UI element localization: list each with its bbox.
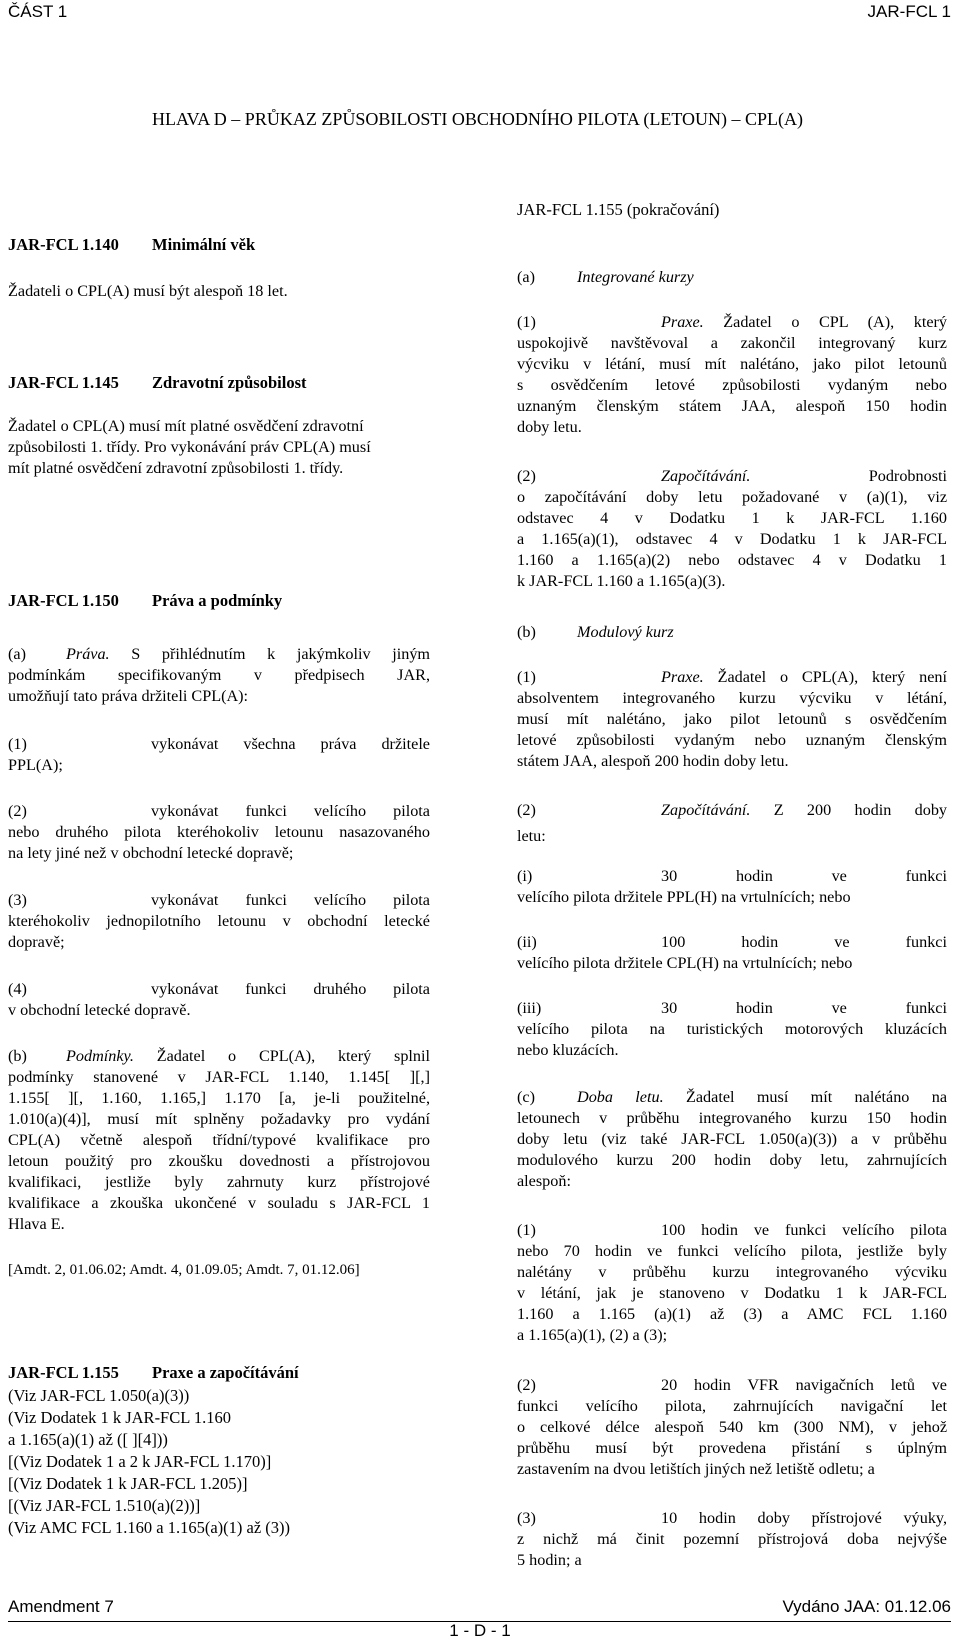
section-heading-1-150: JAR-FCL 1.150 Práva a podmínky xyxy=(8,591,283,610)
s150-a-paragraph: (a) Práva. S přihlédnutím k jakýmkoliv jiným podmínkám specifikovaným v předpisech JAR, umožňují tato práva držiteli CPL(A): xyxy=(8,645,431,705)
r-c1-paragraph: (1) 100 hodin ve funkci velícího pilota nebo 70 hodin ve funkci velícího pilota, jestliže byly nalétány v průběhu kurzu integrovaného výcviku v létání, jak je stanoveno v Dodatku 1 k JAR-FCL 1.160 a 1.165 (a)(1) až (3) a AMC FCL 1.160 a 1.165(a)(1), (2) a (3); xyxy=(517,1221,947,1344)
s150-item-2: (2) vykonávat funkci velícího pilota nebo druhého pilota kteréhokoliv letounu nasazovaného na lety jiné než v obchodní letecké dopravě; xyxy=(8,802,430,862)
section-heading-1-145: JAR-FCL 1.145 Zdravotní způsobilost xyxy=(8,373,307,392)
s150-item-1: (1) vykonávat všechna práva držitele PPL(A); xyxy=(8,735,430,774)
r-a2-paragraph: (2) Započítávání. Podrobnosti o započítávání doby letu požadované v (a)(1), viz odstavec 4 v Dodatku 1 k JAR-FCL 1.160 a 1.165(a)(1), odstavec 4 v Dodatku 1 k JAR-FCL 1.160 a 1.165(a)(2) nebo odstavec 4 v Dodatku 1 k JAR-FCL 1.160 a 1.165(a)(3). xyxy=(517,467,947,590)
s140-text: Žadateli o CPL(A) musí být alespoň 18 let. xyxy=(8,282,288,300)
r-b-heading: (b) Modulový kurz xyxy=(517,623,674,641)
header-part: ČÁST 1 xyxy=(8,2,68,21)
right-column xyxy=(517,0,947,1600)
footer-issue-date: Vydáno JAA: 01.12.06 xyxy=(782,1597,951,1616)
page-title: HLAVA D – PRŮKAZ ZPŮSOBILOSTI OBCHODNÍHO PILOTA (LETOUN) – CPL(A) xyxy=(151,109,804,129)
r-b2-paragraph: (2) Započítávání. Z 200 hodin doby letu: xyxy=(517,801,948,845)
footer-amendment: Amendment 7 xyxy=(8,1597,114,1616)
r-c3-paragraph: (3) 10 hodin doby přístrojové výuky, z nichž má činit pozemní přístrojová doba nejvýše 5 hodin; a xyxy=(517,1509,947,1569)
section-heading-1-155: JAR-FCL 1.155 Praxe a započítávání xyxy=(8,1363,299,1382)
section-heading-1-140: JAR-FCL 1.140 Minimální věk xyxy=(8,235,256,254)
header-doc: JAR-FCL 1 xyxy=(867,2,951,21)
s145-paragraph: Žadatel o CPL(A) musí mít platné osvědčení zdravotní způsobilosti 1. třídy. Pro vykonávání práv CPL(A) musí mít platné osvědčení zdravotní způsobilosti 1. třídy. xyxy=(8,417,371,477)
page-number: 1 - D - 1 xyxy=(449,1621,511,1640)
r-c-paragraph: (c) Doba letu. Žadatel musí mít nalétáno na letounech v průběhu integrovaného kurzu 150 hodin doby letu (viz také JAR-FCL 1.050(a)(3)) a v průběhu modulového kurzu 200 hodin doby letu, zahrnujících alespoň: xyxy=(517,1088,947,1190)
s155-references: (Viz JAR-FCL 1.050(a)(3)) (Viz Dodatek 1 k JAR-FCL 1.160 a 1.165(a)(1) až ([ ][4])) [(Viz Dodatek 1 a 2 k JAR-FCL 1.170)] [(Viz Dodatek 1 k JAR-FCL 1.205)] [(Viz JAR-FCL 1.510(a)(2))] (Viz AMC FCL 1.160 a 1.165(a)(1) až (3)) xyxy=(8,1386,291,1537)
r-b2-i: (i) 30 hodin ve funkci velícího pilota držitele PPL(H) na vrtulnících; nebo xyxy=(517,867,947,906)
r-b2-ii: (ii) 100 hodin ve funkci velícího pilota držitele CPL(H) na vrtulnících; nebo xyxy=(517,933,947,972)
s150-item-3: (3) vykonávat funkci velícího pilota kteréhokoliv jednopilotního letounu v obchodní letecké dopravě; xyxy=(8,891,430,951)
r-a-heading: (a) Integrované kurzy xyxy=(517,268,694,286)
r-a1-paragraph: (1) Praxe. Žadatel o CPL (A), který uspokojivě navštěvoval a zakončil integrovaný kurz výcviku v létání, musí mít nalétáno, jako pilot letounů s osvědčením letové způsobilosti vydaným nebo uznaným členským státem JAA, alespoň 150 hodin doby letu. xyxy=(517,313,947,436)
left-column xyxy=(8,0,430,1600)
amendment-note: [Amdt. 2, 01.06.02; Amdt. 4, 01.09.05; Amdt. 7, 01.12.06] xyxy=(8,1262,360,1278)
r-b1-paragraph: (1) Praxe. Žadatel o CPL(A), který není absolventem integrovaného kurzu výcviku v létání, musí mít nalétáno, jako pilot letounů s osvědčením letové způsobilosti vydaným nebo uznaným členským státem JAA, alespoň 200 hodin doby letu. xyxy=(517,668,948,770)
s150-item-4: (4) vykonávat funkci druhého pilota v obchodní letecké dopravě. xyxy=(8,980,430,1019)
s150-b-paragraph: (b) Podmínky. Žadatel o CPL(A), který splnil podmínky stanovené v JAR-FCL 1.140, 1.145[ ][,] 1.155[ ][, 1.160, 1.165,] 1.170 [a, je-li použitelné, 1.010(a)(4)], musí mít splněny požadavky pro vydání CPL(A) včetně alespoň třídní/typové kvalifikace pro letoun použitý pro zkoušku dovednosti a přístrojovou kvalifikaci, jestliže byly zahrnuty kurz přístrojové kvalifikace a zkouška ukončené v souladu s JAR-FCL 1 Hlava E. xyxy=(8,1047,430,1233)
r-c2-paragraph: (2) 20 hodin VFR navigačních letů ve funkci velícího pilota, zahrnujících navigační let o celkové délce alespoň 540 km (300 NM), v jehož průběhu musí být provedena přistání s úplným zastavením na dvou letištích jiných než letiště odletu; a xyxy=(517,1376,947,1478)
continuation-heading: JAR-FCL 1.155 (pokračování) xyxy=(517,200,720,219)
r-b2-iii: (iii) 30 hodin ve funkci velícího pilota na turistických motorových kluzácích nebo kluzácích. xyxy=(517,999,947,1059)
